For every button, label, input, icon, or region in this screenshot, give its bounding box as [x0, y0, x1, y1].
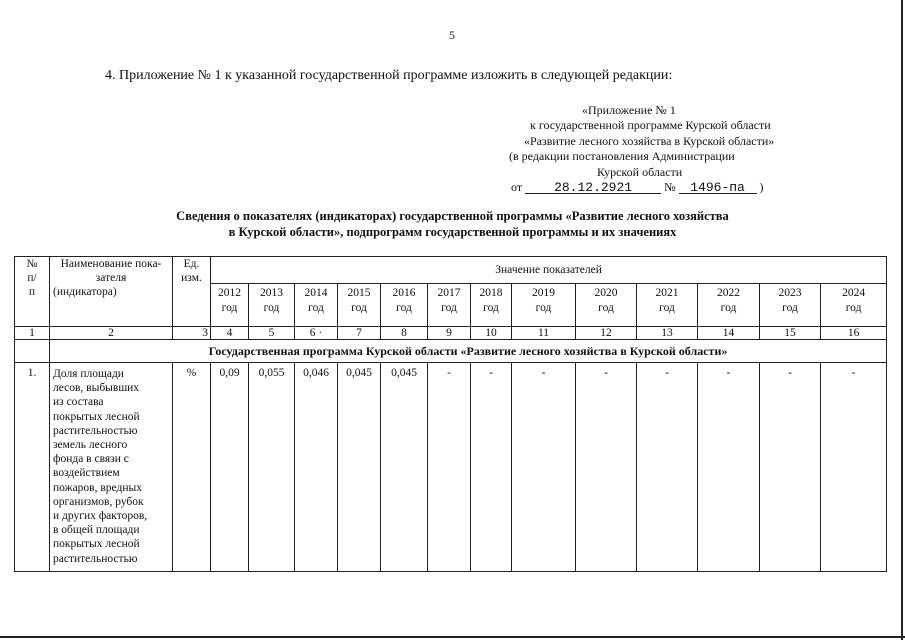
header-year-word: год: [441, 302, 457, 314]
table-row: [15, 363, 887, 572]
intro-paragraph: 4. Приложение № 1 к указанной государственной программе изложить в следующей редакции:: [105, 68, 673, 83]
header-name-cell: [50, 257, 173, 327]
approval-number-field: [679, 180, 757, 194]
header-year-cell: [698, 284, 760, 327]
row-number: 1.: [15, 363, 50, 572]
indicator-name-line: воздействием: [53, 467, 120, 480]
header-year-word: год: [308, 302, 324, 314]
value-cell: -: [637, 363, 698, 572]
column-index: 12: [576, 327, 637, 340]
value-cell: -: [512, 363, 576, 572]
document-heading: [120, 208, 785, 240]
approval-number: 1496-па: [690, 180, 745, 196]
header-year: 2018: [479, 287, 503, 299]
page-edge-right: [901, 0, 903, 640]
indicator-name-line: из состава: [53, 396, 104, 409]
approval-line-3: «Развитие лесного хозяйства в Курской области»: [524, 133, 775, 148]
column-index: 10: [471, 327, 512, 340]
indicator-name-line: растительностью: [53, 424, 138, 437]
column-index: 4: [211, 327, 249, 340]
approval-closing: ): [759, 180, 764, 195]
header-number-line: п: [28, 286, 36, 298]
approval-line-6: [500, 180, 800, 195]
header-year-word: год: [396, 302, 412, 314]
approval-line-2: к государственной программе Курской области: [530, 118, 771, 133]
indicator-name-line: покрытых лесной: [53, 410, 140, 423]
indicator-name: [50, 363, 173, 572]
indicator-name-line: растительностью: [53, 552, 138, 565]
header-year: 2021: [655, 287, 679, 299]
header-number-line: №: [26, 258, 38, 270]
header-year-cell: [821, 284, 887, 327]
header-year: 2013: [260, 287, 283, 299]
approval-from-label: от: [511, 180, 523, 195]
header-unit-cell: [173, 257, 211, 327]
header-year: 2023: [778, 287, 802, 299]
section-row: [15, 340, 887, 363]
header-year-word: год: [221, 302, 238, 314]
approval-line-4: (в редакции постановления Администрации: [509, 149, 735, 164]
value-cell: -: [821, 363, 887, 572]
approval-date-field: [525, 180, 661, 194]
header-year-word: год: [845, 302, 862, 314]
header-year-word: год: [720, 302, 737, 314]
header-name-line: (индикатора): [53, 286, 117, 298]
header-year: 2017: [437, 287, 461, 299]
approval-number-label: №: [664, 180, 676, 195]
header-unit-line: изм.: [181, 272, 202, 284]
value-cell: -: [576, 363, 637, 572]
indicator-name-line: в общей площади: [53, 524, 140, 537]
indicator-name-line: земель лесного: [53, 439, 128, 452]
header-year: 2016: [392, 287, 416, 299]
column-index: 16: [821, 327, 887, 340]
header-unit-line: Ед.: [183, 258, 200, 270]
header-year: 2020: [594, 287, 618, 299]
header-year: 2022: [717, 287, 740, 299]
column-index: 1: [15, 327, 50, 340]
value-cell: 0,055: [249, 363, 295, 572]
indicator-name-line: организмов, рубок: [53, 495, 144, 508]
indicator-name-line: пожаров, вредных: [53, 481, 142, 494]
value-cell: 0,046: [295, 363, 338, 572]
header-year-cell: [381, 284, 428, 327]
header-year: 2019: [532, 287, 555, 299]
section-row-spacer: [15, 340, 50, 363]
header-year-word: год: [483, 302, 499, 314]
header-number-cell: [15, 257, 50, 327]
header-year: 2012: [218, 287, 241, 299]
indicator-name-line: лесов, выбывших: [53, 382, 140, 395]
indicator-name-line: фонда в связи с: [53, 453, 129, 466]
column-index: 5: [249, 327, 295, 340]
header-year-cell: [512, 284, 576, 327]
value-cell: -: [428, 363, 471, 572]
header-year-cell: [295, 284, 338, 327]
column-index: 15: [760, 327, 821, 340]
header-values-title: Значение показателей: [211, 257, 887, 284]
column-index: 8: [381, 327, 428, 340]
header-year-cell: [249, 284, 295, 327]
heading-line-2: в Курской области», подпрограмм государственной программы и их значениях: [228, 225, 677, 239]
indicator-name-line: покрытых лесной: [53, 538, 140, 551]
indicators-table: [14, 256, 887, 572]
page-number: 5: [449, 28, 455, 42]
header-year-word: год: [351, 302, 367, 314]
header-year-cell: [576, 284, 637, 327]
header-year-word: год: [782, 302, 798, 314]
heading-line-1: Сведения о показателях (индикаторах) государственной программы «Развитие лесного хозяйства: [176, 209, 729, 223]
indicator-name-line: и других факторов,: [53, 510, 148, 523]
approval-line-5: Курской области: [597, 164, 683, 179]
page-edge-bottom: [0, 636, 905, 638]
header-name-line: Наименование пока-: [60, 258, 162, 270]
column-index: 2: [50, 327, 173, 340]
header-year: 2015: [347, 287, 371, 299]
column-index-row: [15, 327, 887, 340]
header-year-word: год: [535, 302, 552, 314]
header-year-cell: [338, 284, 381, 327]
unit-cell: %: [173, 363, 211, 572]
column-index: 7: [338, 327, 381, 340]
header-row-1: [15, 257, 887, 284]
value-cell: 0,09: [211, 363, 249, 572]
header-year-word: год: [598, 302, 614, 314]
header-year-word: год: [659, 302, 675, 314]
column-index: 14: [698, 327, 760, 340]
value-cell: 0,045: [338, 363, 381, 572]
column-index: 9: [428, 327, 471, 340]
header-number-line: п/: [27, 272, 37, 284]
header-year-cell: [428, 284, 471, 327]
column-index: 3: [173, 327, 211, 340]
column-index: 13: [637, 327, 698, 340]
header-year-cell: [211, 284, 249, 327]
value-cell: -: [471, 363, 512, 572]
approval-date: 28.12.2921: [554, 180, 633, 196]
header-year-word: год: [263, 302, 280, 314]
column-index: 6 ·: [295, 327, 338, 340]
section-title: Государственная программа Курской области «Развитие лесного хозяйства в Курской области»: [50, 340, 887, 363]
header-year: 2024: [842, 287, 866, 299]
value-cell: -: [698, 363, 760, 572]
approval-line-1: «Приложение № 1: [582, 103, 676, 117]
approval-block: [500, 103, 800, 195]
value-cell: 0,045: [381, 363, 428, 572]
header-year-cell: [760, 284, 821, 327]
column-index: 11: [512, 327, 576, 340]
header-year: 2014: [304, 287, 328, 299]
header-year-cell: [471, 284, 512, 327]
value-cell: -: [760, 363, 821, 572]
indicator-name-line: Доля площади: [53, 368, 124, 380]
header-name-line: зателя: [95, 272, 127, 284]
header-year-cell: [637, 284, 698, 327]
